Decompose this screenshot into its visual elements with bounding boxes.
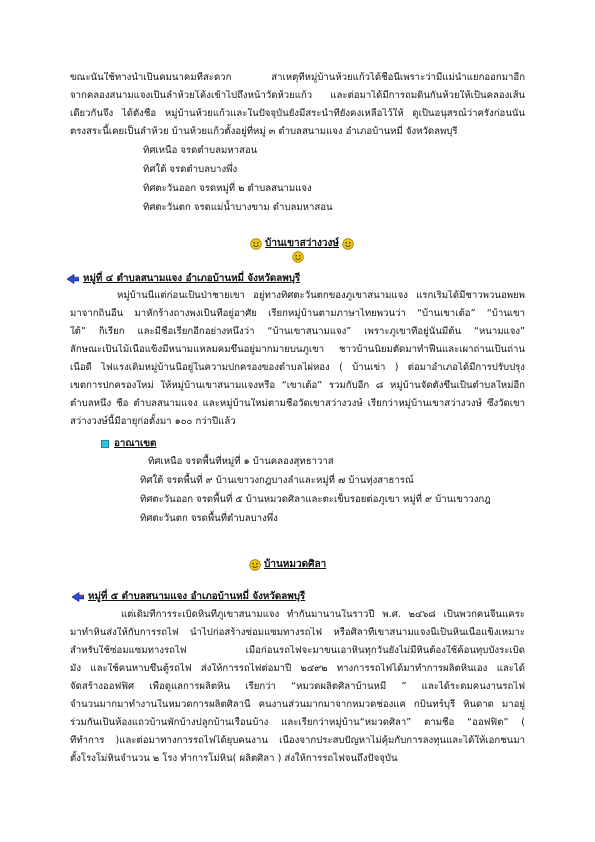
- boundary-south: ทิศใต้ จรดตำบลบางพึ่ง: [143, 164, 238, 175]
- paragraph-line: แต่เดิมที่การระเบิดหินที่ภูเขาสนามแจง ทำกันมานานในราวปี พ.ศ. ๒๔๖๘ เป็นพวกคนจีนแคระ: [121, 609, 525, 620]
- paragraph-line: ลักษณะเป็นไม้เนื้อแข็งมีหนามแหลมคมขึ้นอยู่มากมายบนภูเขา ชาวบ้านนิยมตัดมาทำฟืนและเผาถ่านเป็นถ่าน: [70, 344, 525, 355]
- paragraph-line: สำหรับใช้ซ่อมแซมทางรถไฟ เมื่อก่อนรถไฟจะมาขนเอาหินทุกวันยังไม่มีหินต้องใช้ค้อนทุบบังระเบิด: [70, 645, 525, 656]
- village-heading-text: หมู่ที่ ๔ ตำบลสนามแจง อำเภอบ้านหมี่ จังหวัดลพบุรี: [83, 273, 301, 284]
- cursor-arrow-icon: [72, 592, 84, 602]
- paragraph-line: ตำบลหนึ่ง ชื่อ ตำบลสนามแจง และหมู่บ้านใหม่ตามชื่อวัดเขาสว่างวงษ์ เรียกว่าหมู่บ้านเขาสว่างวงษ์ ซึ่งวัดเขา: [70, 398, 525, 409]
- paragraph-line: ที่ทำการ )และต่อมาทางการรถไฟได้ยุบคนงาน เนื่องจากประสบปัญหาไม่คุ้มกับการลงทุนและได้ให้เอกชนมา: [70, 735, 525, 746]
- intro-line: จากคลองสนามแจงเป็นลำห้วยโค้งเข้าไปถึงหน้าวัดห้วยแก้ว และต่อมาได้มีการถมดินกั้นห้วยให้เป็นคลองเส้น: [70, 90, 525, 101]
- paragraph-line: จัดสร้างออฟฟิศ เพื่อดูแลการผลิตหิน เรียกว่า “หมวดผลิตศิลาบ้านหมี่ ” และได้ระดมคนงานรถไฟ: [70, 681, 525, 692]
- boundary-south: ทิศใต้ จรดพื้นที่ ๙ บ้านเขาวงกฎบางลำและหมู่ที่ ๗ บ้านทุ่งสาธารณ์: [140, 475, 414, 486]
- boundary-east: ทิศตะวันออก จรดพื้นที่ ๕ บ้านหมวดศิลาและตะเข็บรอยต่อภูเขา หมู่ที่ ๙ บ้านเขาวงกฎ: [140, 494, 491, 505]
- section-title-text: บ้านหมวดศิลา: [264, 559, 327, 570]
- intro-line: ขณะนั้นใช้ทางน้ำเป็นคมนาคมที่สะดวก สาเหตุที่หมู่บ้านห้วยแก้วได้ชื่อนี้เพราะว่ามีแม่น้ำแยกออกมาอีก: [70, 72, 525, 83]
- paragraph-line: จำนวนมากมาทำงานในหมวดการผลิตศิลานี้ คนงานส่วนมากมาจากหมวดช่องแค กบินทร์บุรี หินดาด มาอยู่: [70, 699, 525, 710]
- paragraph-line: ร่วมกันเป็นห้องแถวบ้านพักบ้างปลูกบ้านเรือนบ้าง และเรียกว่าหมู่บ้าน“หมวดศิลา” ตามชื่อ “ออฟฟิต” (: [70, 717, 525, 728]
- section-title-decoration: [292, 251, 304, 263]
- boundary-west: ทิศตะวันตก จรดแม่น้ำบางขาม ตำบลมหาสอน: [143, 202, 333, 213]
- paragraph-line: มาจากถิ่นอื่น มาหักร้างถางพงเป็นที่อยู่อาศัย เรียกหมู่บ้านตามภาษาไทยพวนว่า “บ้านเขาเต้อ” “บ้านเขา: [70, 308, 525, 319]
- boundary-north: ทิศเหนือ จรดพื้นที่หมู่ที่ ๑ บ้านคลองสุทธาวาส: [148, 456, 334, 467]
- paragraph-line: สว่างวงษ์นี้มีอายุก่อตั้งมา ๑๐๐ กว่าปีแล้ว: [70, 416, 236, 427]
- paragraph-line: เขตการปกครองใหม่ ให้หมู่บ้านเขาสนามแจงหรือ “เขาเต้อ” รวมกับอีก ๘ หมู่บ้านจัดตั้งขึ้นเป็นตำบลใหม่อีก: [70, 380, 525, 391]
- smiley-icon: [342, 238, 354, 250]
- paragraph-line: มาทำหินส่งให้กับการรถไฟ นำไปก่อสร้างซ่อมแซมทางรถไฟ หรือศิลาที่เขาสนามแจงนี้เป็นหินเนื้อแข็งเหมาะ: [70, 627, 525, 638]
- cursor-arrow-icon: [67, 274, 79, 284]
- section-title-khao-sawang: [250, 236, 354, 251]
- intro-line: ตรงสระนี้เคยเป็นลำห้วย บ้านห้วยแก้วตั้งอยู่ที่หมู่ ๓ ตำบลสนามแจง อำเภอบ้านหมี่ จังหวัดลพบุรี: [70, 126, 458, 137]
- boundary-subheading: [101, 436, 156, 451]
- village-heading-text: หมู่ที่ ๕ ตำบลสนามแจง อำเภอบ้านหมี่ จังหวัดลพบุรี: [88, 591, 306, 602]
- smiley-icon: [250, 238, 262, 250]
- smiley-icon: [249, 559, 261, 571]
- paragraph-line: ใต้” ก็เรียก และมีชื่อเรียกอีกอย่างหนึ่งว่า “บ้านเขาสนามแจง” เพราะภูเขาที่อยู่นั้นมีต้น “หนามแจง”: [70, 326, 525, 337]
- section-title-muad-sila: [249, 557, 326, 572]
- paragraph-line: ตั้งโรงโม่หินจำนวน ๒ โรง ทำการโม่หิน( ผลิตศิลา ) ส่งให้การรถไฟจนถึงปัจจุบัน: [70, 753, 398, 764]
- smiley-icon: [292, 251, 304, 263]
- square-bullet-icon: [101, 440, 109, 448]
- boundary-west: ทิศตะวันตก จรดพื้นที่ตำบลบางพึ่ง: [140, 513, 278, 524]
- paragraph-line: หมู่บ้านนี้แต่ก่อนเป็นป่าชายเขา อยู่ทางทิศตะวันตกของภูเขาสนามแจง แรกเริ่มได้มีชาวพวนอพยพ: [117, 290, 525, 301]
- paragraph-line: เนื้อดี ไฟแรงเดิมหมู่บ้านนี้อยู่ในความปกครองของตำบลไผ่หอง ( บ้านเข่า ) ต่อมาอำเภอได้มีการปรับปรุง: [70, 362, 525, 373]
- boundary-north: ทิศเหนือ จรดตำบลมหาสอน: [143, 145, 258, 156]
- section-title-text: บ้านเขาสว่างวงษ์: [265, 238, 339, 249]
- paragraph-line: มัง และใช้คนหาบขึ้นตู้รถไฟ ส่งให้การรถไฟต่อมาปี ๒๔๙๒ ทางการรถไฟได้มาทำการผลิตหินเอง และได้: [70, 663, 525, 674]
- village-heading-moo5: [72, 589, 305, 604]
- village-heading-moo4: [67, 271, 300, 286]
- boundary-east: ทิศตะวันออก จรดหมู่ที่ ๒ ตำบลสนามแจง: [143, 183, 312, 194]
- boundary-subheading-text: อาณาเขต: [114, 438, 157, 449]
- intro-line: เดียวกันจึง ได้ตั้งชื่อ หมู่บ้านห้วยแก้วและในปัจจุบันยังมีสระน้ำที่ยังคงเหลือไว้ให้ ดูเป็นอนุสรณ์ว่าครั้งก่อนนั้น: [70, 108, 525, 119]
